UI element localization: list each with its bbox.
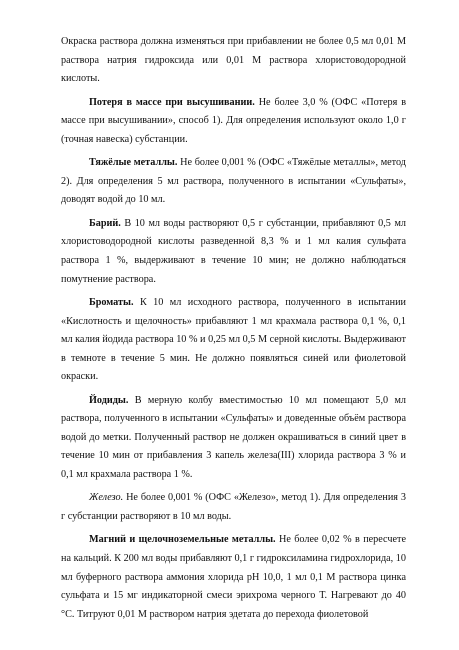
paragraph-magnesium-alkaline-earth — [61, 531, 406, 624]
paragraph-heavy-metals — [61, 154, 406, 210]
paragraph-barium — [61, 215, 406, 289]
paragraph-text: В 10 мл воды растворяют 0,5 г субстанции, прибавляют 0,5 мл хлористоводородной кислоты разведенной 8,3 % и 1 мл калия сульфата раствора 1 %, выдерживают в течение 10 мин; не должно наблюдаться помутнение раствора. — [61, 217, 406, 285]
paragraph-color-change — [61, 33, 406, 89]
paragraph-text: Не более 0,001 % (ОФС «Железо», метод 1). Для определения 3 г субстанции растворяют в 10 мл воды. — [61, 492, 406, 523]
paragraph-iodides — [61, 392, 406, 485]
section-heading: Железо. — [89, 492, 124, 504]
paragraph-text: Не более 3,0 % (ОФС «Потеря в массе при высушивании», способ 1). Для определения используют около 1,0 г (точная навеска) субстанции. — [61, 96, 406, 145]
paragraph-text: Не более 0,001 % (ОФС «Тяжёлые металлы», метод 2). Для определения 5 мл раствора, полученного в испытании «Сульфаты», доводят водой до 10 мл. — [61, 157, 406, 206]
section-heading: Тяжёлые металлы. — [89, 157, 178, 169]
paragraph-bromates — [61, 294, 406, 387]
section-heading: Барий. — [89, 217, 121, 229]
section-heading: Магний и щелочноземельные металлы. — [89, 534, 276, 546]
section-heading: Йодиды. — [89, 394, 129, 406]
section-heading: Броматы. — [89, 296, 134, 308]
paragraph-text: К 10 мл исходного раствора, полученного в испытании «Кислотность и щелочность» прибавляют 1 мл крахмала раствора 0,1 %, 0,1 мл калия йодида раствора 10 % и 0,25 мл 0,5 М серной кислоты. Выдерживают в темноте в течение 5 мин. Не должно появляться синей или фиолетовой окраски. — [61, 296, 406, 383]
paragraph-loss-on-drying — [61, 94, 406, 150]
section-heading: Потеря в массе при высушивании. — [89, 96, 255, 108]
paragraph-text: В мерную колбу вместимостью 10 мл помещают 5,0 мл раствора, полученного в испытании «Сульфаты» и доведенные объём раствора водой до метки. Полученный раствор не должен окрашиваться в синий цвет в течение 10 мин от прибавления 3 капель железа(III) хлорида раствора 3 % и 0,1 мл крахмала раствора 1 %. — [61, 394, 406, 481]
paragraph-text: Окраска раствора должна изменяться при прибавлении не более 0,5 мл 0,01 М раствора натрия гидроксида или 0,01 М раствора хлористоводородной кислоты. — [61, 36, 406, 85]
paragraph-iron — [61, 489, 406, 526]
paragraph-text: Не более 0,02 % в пересчете на кальций. К 200 мл воды прибавляют 0,1 г гидроксиламина гидрохлорида, 10 мл буферного раствора аммония хлорида pH 10,0, 1 мл 0,1 М раствора цинка сульфата и 15 мг индикаторной смеси эрихрома черного Т. Нагревают до 40 °С. Титруют 0,01 М раствором натрия эдетата до перехода фиолетовой — [61, 534, 406, 620]
